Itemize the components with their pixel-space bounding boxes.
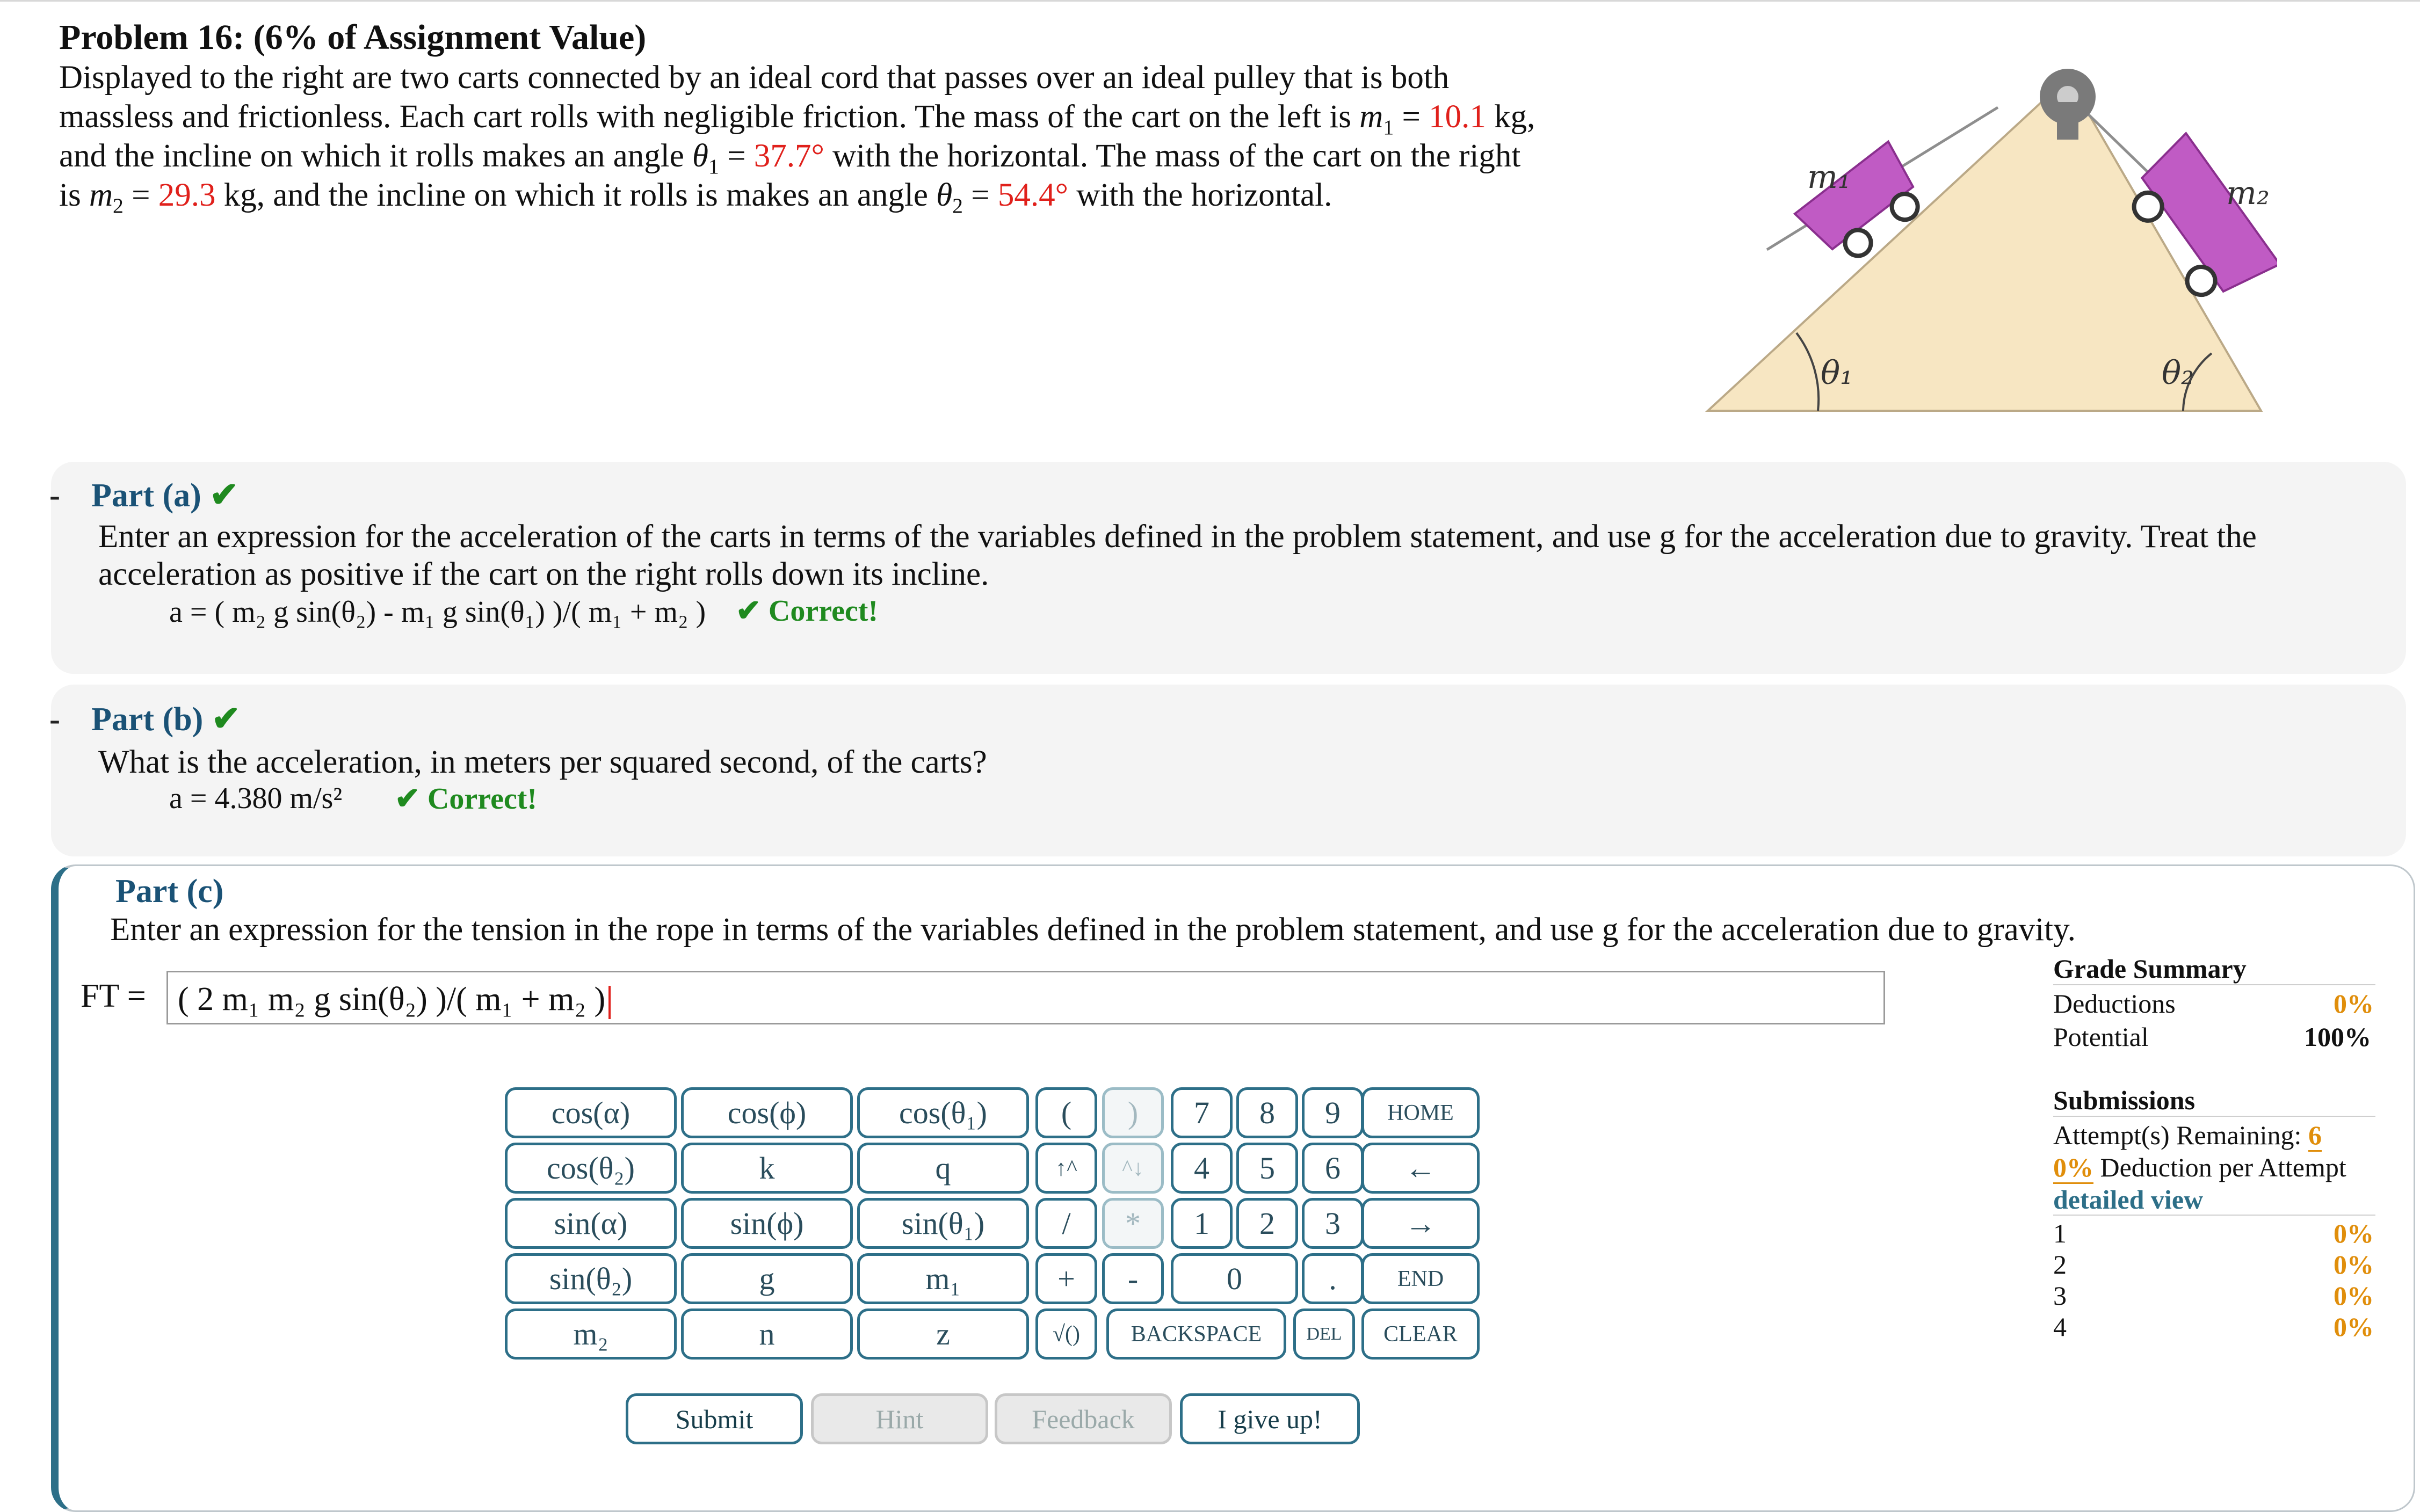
give-up-button[interactable]: I give up! [1180, 1393, 1360, 1444]
key-close-paren[interactable]: ) [1102, 1087, 1164, 1138]
problem-line-2: massless and frictionless. Each cart rolls with negligible friction. The mass of the cart on the left is $m_1 = 10.1$ kg, [59, 99, 1535, 140]
key-6[interactable]: 6 [1302, 1143, 1364, 1194]
key-2[interactable]: 2 [1236, 1198, 1298, 1249]
attempt-number: 4 [2053, 1312, 2067, 1342]
part-b-title[interactable]: Part (b) ✔ [91, 700, 241, 738]
deductions-label: Deductions [2053, 988, 2176, 1019]
attempt-number: 3 [2053, 1281, 2067, 1311]
key-sqrt[interactable]: √() [1035, 1309, 1097, 1360]
key-plus[interactable]: + [1035, 1253, 1097, 1304]
attempt-number: 2 [2053, 1249, 2067, 1280]
key-3[interactable]: 3 [1302, 1198, 1364, 1249]
key-superscript-up[interactable]: ↑^ [1035, 1143, 1097, 1194]
key-cos-theta2[interactable]: cos(θ₂) [505, 1143, 677, 1194]
key-m2[interactable]: m₂ [505, 1309, 677, 1360]
m1-value: 10.1 [1429, 99, 1486, 135]
key-divide[interactable]: / [1035, 1198, 1097, 1249]
key-1[interactable]: 1 [1171, 1198, 1233, 1249]
problem-line-4: is $m_2 = 29.3$ kg, and the incline on which it rolls is makes an angle $\theta_2 = 54.4^\circ$ with the horizontal. [59, 177, 1332, 218]
key-q[interactable]: q [857, 1143, 1029, 1194]
key-minus[interactable]: - [1102, 1253, 1164, 1304]
key-cursor-left[interactable]: ← [1361, 1143, 1480, 1194]
part-a-status: ✔ Correct! [736, 594, 879, 628]
potential-value: 100% [2304, 1022, 2371, 1052]
attempt-deduction: 0% [2334, 1218, 2374, 1248]
tension-expression-input[interactable]: ( 2 m₁ m₂ g sin(θ₂) )/( m₁ + m₂ ) [166, 971, 1885, 1024]
key-0[interactable]: 0 [1171, 1253, 1298, 1304]
pulley-mount [2057, 102, 2078, 140]
m2-value: 29.3 [158, 177, 216, 213]
key-4[interactable]: 4 [1171, 1143, 1233, 1194]
key-z[interactable]: z [857, 1309, 1029, 1360]
label-m1: m₁ [1807, 158, 1851, 196]
key-cursor-right[interactable]: → [1361, 1198, 1480, 1249]
label-m2: m₂ [2226, 175, 2270, 212]
key-clear[interactable]: CLEAR [1361, 1309, 1480, 1360]
attempt-deduction: 0% [2334, 1312, 2374, 1342]
part-a-collapse-toggle[interactable]: - [49, 477, 60, 513]
part-b-status: ✔ Correct! [395, 782, 538, 816]
potential-label: Potential [2053, 1022, 2149, 1052]
deduction-per-attempt: 0% Deduction per Attempt [2053, 1152, 2346, 1183]
problem-line-1: Displayed to the right are two carts connected by an ideal cord that passes over an ideal pulley that is both [59, 60, 1450, 96]
label-theta1: θ₁ [1821, 354, 1853, 392]
submissions-divider [2053, 1116, 2375, 1117]
key-k[interactable]: k [681, 1143, 853, 1194]
problem-line-3: and the incline on which it rolls makes an angle $\theta_1 = 37.7^\circ$ with the horizontal. The mass of the cart on the right [59, 138, 1521, 179]
key-8[interactable]: 8 [1236, 1087, 1298, 1138]
key-decimal[interactable]: . [1302, 1253, 1364, 1304]
key-sin-phi[interactable]: sin(ϕ) [681, 1198, 853, 1249]
part-a-title[interactable]: Part (a) ✔ [91, 476, 238, 514]
part-c-title: Part (c) [115, 873, 224, 910]
theta1-value: 37.7° [753, 138, 824, 174]
theta2-value: 54.4° [997, 177, 1069, 213]
attempt-deduction: 0% [2334, 1281, 2374, 1311]
part-a-text-1: Enter an expression for the acceleration of the carts in terms of the variables defined in the problem statement, and use g for the acceleration due to gravity. Treat the [98, 519, 2257, 555]
grade-summary-divider [2053, 984, 2375, 985]
text-cursor [608, 986, 611, 1019]
key-multiply[interactable]: * [1102, 1198, 1164, 1249]
problem-title: Problem 16: (6% of Assignment Value) [59, 18, 647, 57]
check-icon: ✔ [209, 476, 238, 514]
attempt-number: 1 [2053, 1218, 2067, 1248]
part-b-answer: a = 4.380 m/s² [169, 782, 343, 815]
ft-label: FT = [81, 978, 146, 1014]
key-backspace[interactable]: BACKSPACE [1106, 1309, 1286, 1360]
feedback-button[interactable]: Feedback [995, 1393, 1172, 1444]
submit-button[interactable]: Submit [626, 1393, 803, 1444]
top-border [0, 0, 2420, 2]
attempts-remaining: Attempt(s) Remaining: 6 [2053, 1120, 2322, 1151]
key-delete[interactable]: DEL [1293, 1309, 1355, 1360]
part-a-answer: a = ( m₂ g sin(θ₂) - m₁ g sin(θ₁) )/( m₁ + m₂ ) [169, 595, 706, 629]
key-home[interactable]: HOME [1361, 1087, 1480, 1138]
key-g[interactable]: g [681, 1253, 853, 1304]
deductions-value: 0% [2334, 988, 2374, 1019]
key-7[interactable]: 7 [1171, 1087, 1233, 1138]
hint-button[interactable]: Hint [811, 1393, 988, 1444]
key-cos-phi[interactable]: cos(ϕ) [681, 1087, 853, 1138]
attempts-table-divider [2053, 1215, 2375, 1216]
key-cos-theta1[interactable]: cos(θ₁) [857, 1087, 1029, 1138]
key-cos-alpha[interactable]: cos(α) [505, 1087, 677, 1138]
key-m1[interactable]: m₁ [857, 1253, 1029, 1304]
key-open-paren[interactable]: ( [1035, 1087, 1097, 1138]
attempt-deduction: 0% [2334, 1249, 2374, 1280]
incline-diagram [1697, 59, 2277, 424]
part-c-text: Enter an expression for the tension in the rope in terms of the variables defined in the problem statement, and use g for the acceleration due to gravity. [110, 912, 2076, 948]
key-sin-theta2[interactable]: sin(θ₂) [505, 1253, 677, 1304]
label-theta2: θ₂ [2162, 354, 2194, 392]
attempts-value: 6 [2308, 1120, 2322, 1152]
detailed-view-link[interactable]: detailed view [2053, 1184, 2204, 1215]
key-sin-alpha[interactable]: sin(α) [505, 1198, 677, 1249]
submissions-title: Submissions [2053, 1085, 2196, 1115]
key-superscript-down[interactable]: ^↓ [1102, 1143, 1164, 1194]
key-5[interactable]: 5 [1236, 1143, 1298, 1194]
key-sin-theta1[interactable]: sin(θ₁) [857, 1198, 1029, 1249]
key-n[interactable]: n [681, 1309, 853, 1360]
key-end[interactable]: END [1361, 1253, 1480, 1304]
part-b-collapse-toggle[interactable]: - [49, 701, 60, 737]
grade-summary-title: Grade Summary [2053, 954, 2247, 984]
part-b-text: What is the acceleration, in meters per squared second, of the carts? [98, 744, 987, 780]
key-9[interactable]: 9 [1302, 1087, 1364, 1138]
part-a-text-2: acceleration as positive if the cart on the right rolls down its incline. [98, 556, 989, 592]
check-icon: ✔ [211, 700, 241, 738]
